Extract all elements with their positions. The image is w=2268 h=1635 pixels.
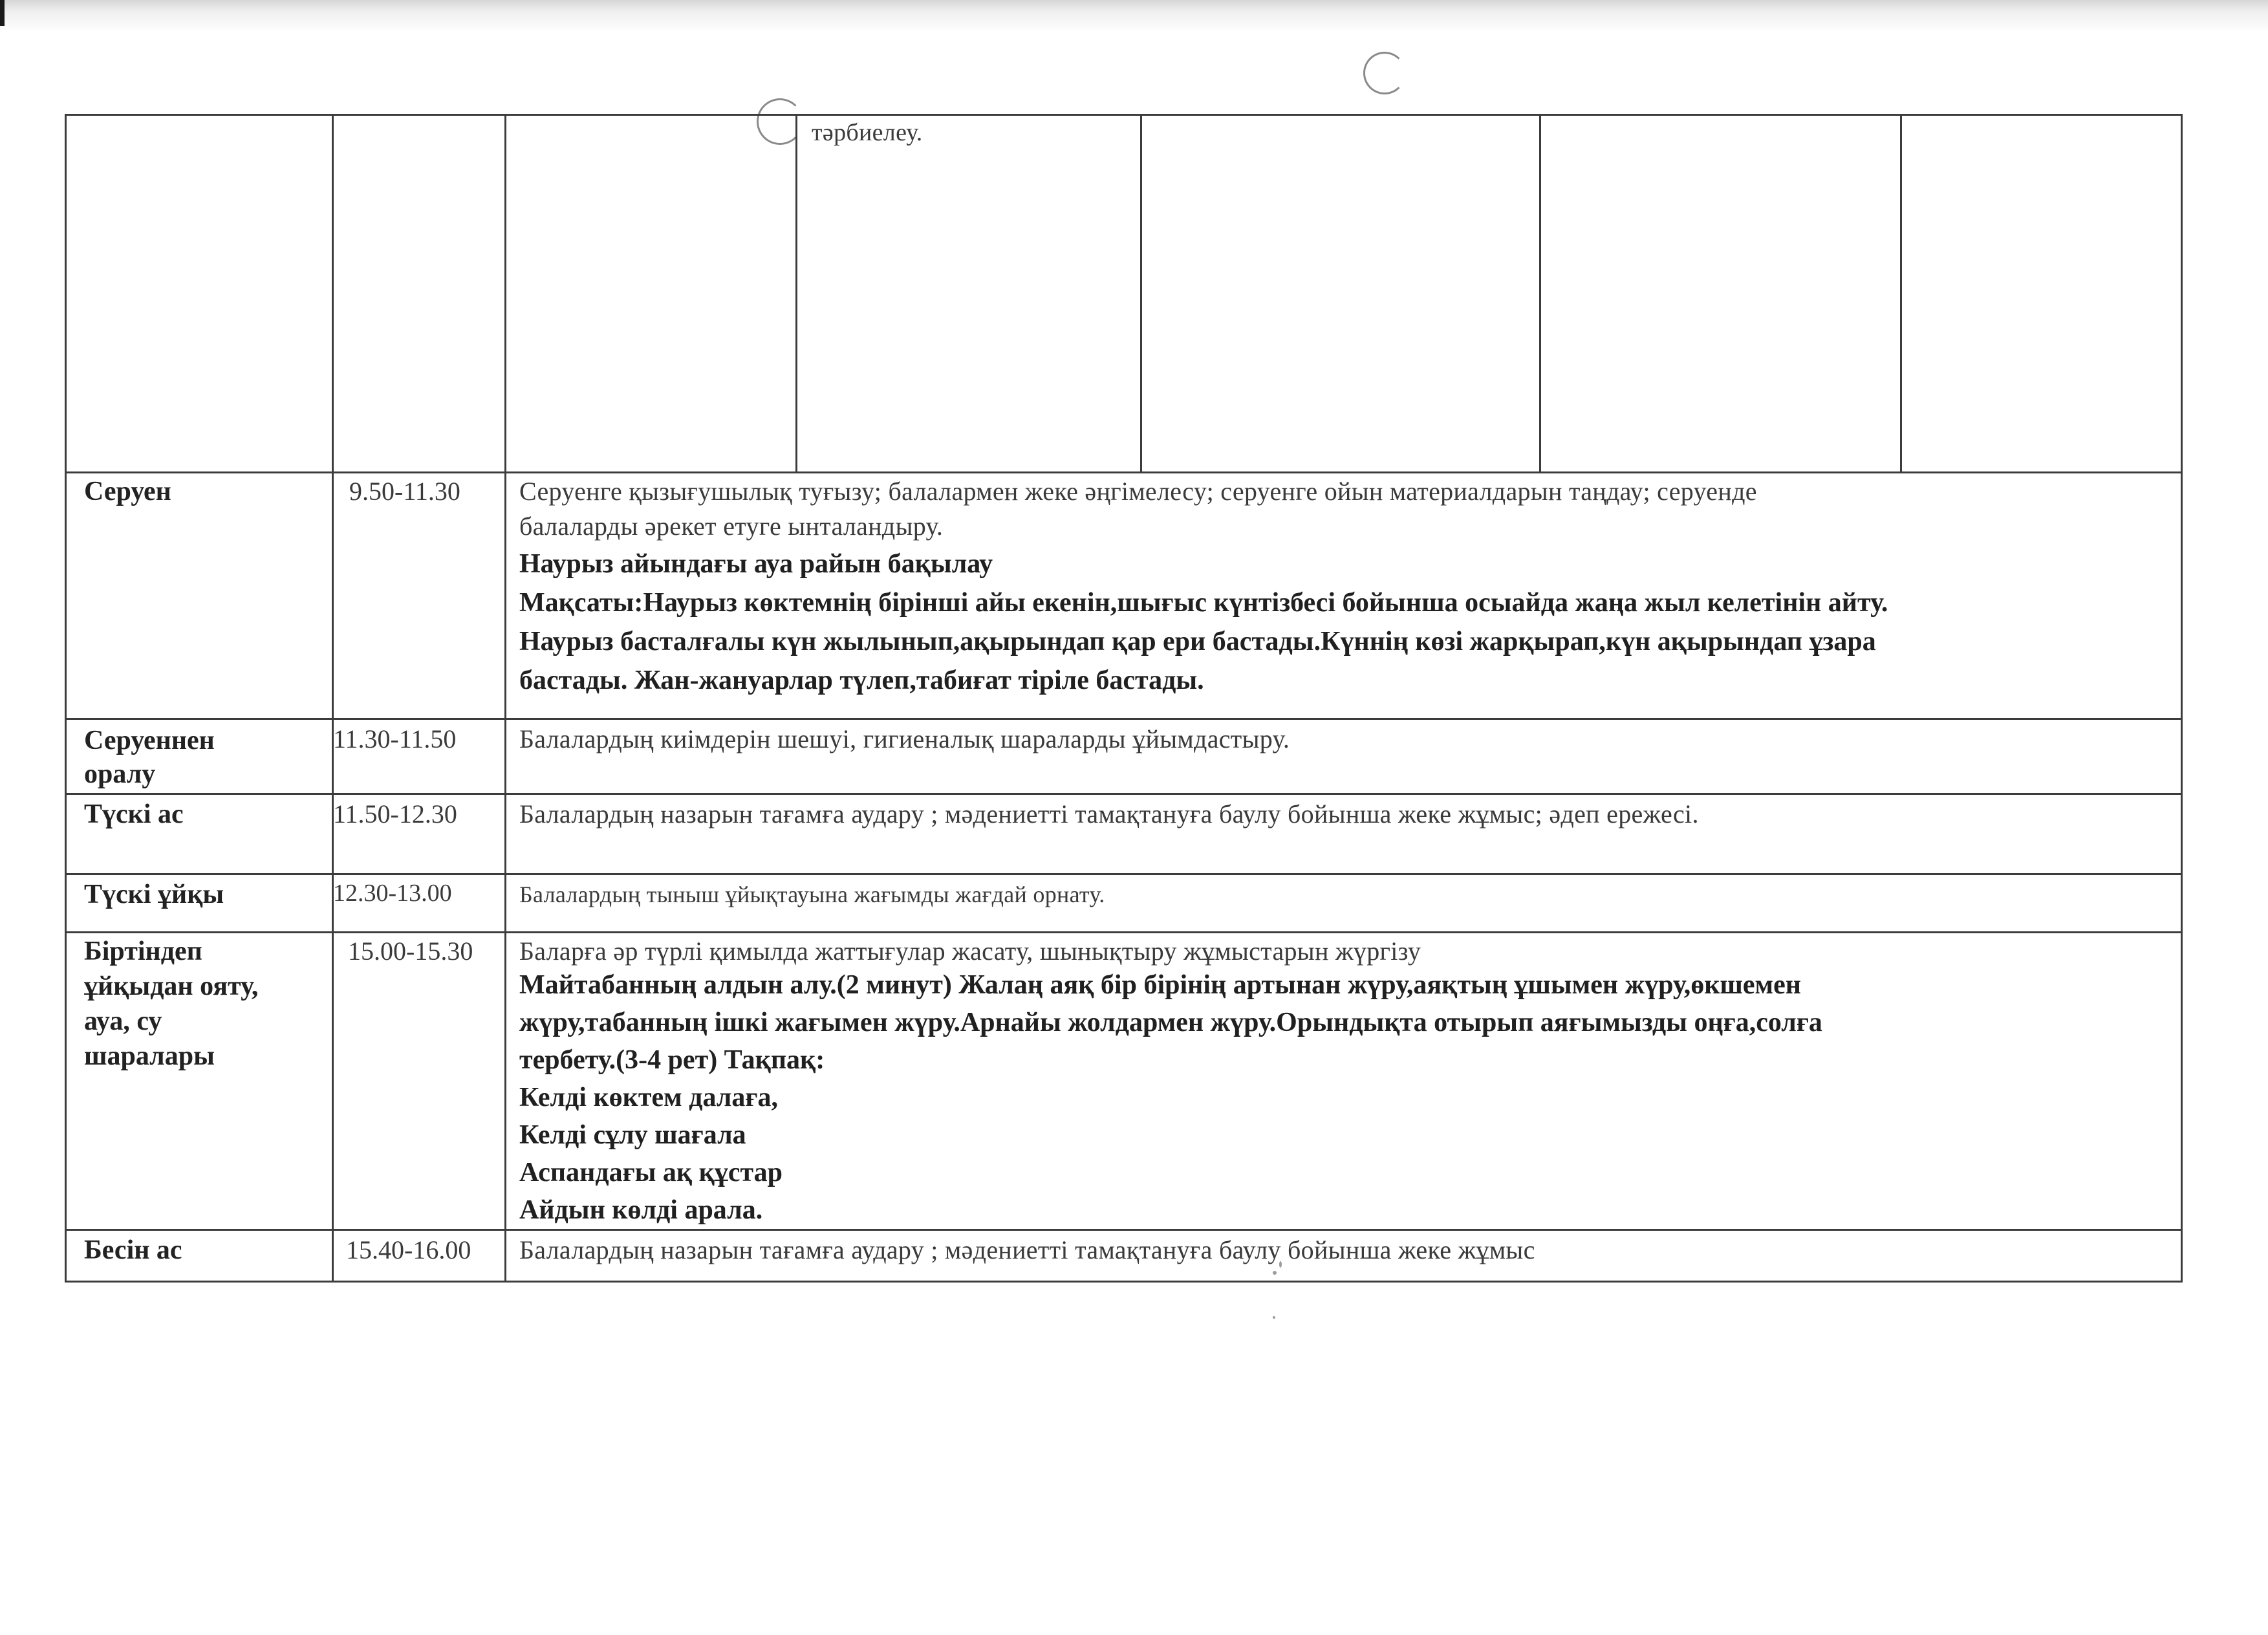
row-label-walk [84, 474, 171, 509]
table-rule [65, 471, 2183, 473]
content-line: тербету.(3-4 рет) Тақпақ: [519, 1045, 825, 1075]
row-content-snack [519, 1233, 1535, 1268]
table-rule [1539, 114, 1541, 473]
table-rule [65, 114, 67, 1283]
content-line: Наурыз басталғалы күн жылынып,ақырындап қар ери бастады.Күннің көзі жарқырап,күн ақырындап ұзара [519, 627, 1876, 656]
row-time-walk: 9.50-11.30 [349, 477, 460, 506]
row-label-return [84, 723, 215, 790]
row-label-wakeup [84, 934, 258, 1074]
row-label-line: Серуеннен [84, 726, 215, 755]
row-time-wakeup: 15.00-15.30 [348, 937, 473, 966]
top-row-text: тәрбиелеу. [812, 119, 923, 146]
row-time-snack: 15.40-16.00 [346, 1235, 471, 1264]
row-label-line: шаралары [84, 1041, 215, 1071]
row-label-nap [84, 877, 224, 912]
content-line: Балалардың киімдерін шешуі, гигиеналық шараларды ұйымдастыру. [519, 724, 1290, 753]
row-label-line: ауа, су [84, 1006, 162, 1036]
row-content-walk [519, 474, 1888, 698]
content-line: Серуенге қызығушылық туғызу; балалармен жеке әңгімелесу; серуенге ойын материалдарын таңдау; серуенде [519, 477, 1757, 506]
content-line: Балалардың тыныш ұйықтауына жағымды жағдай орнату. [519, 882, 1105, 907]
table-rule [65, 1281, 2183, 1283]
row-label-line: ұйқыдан ояту, [84, 971, 259, 1001]
content-line: балаларды әрекет етуге ынталандыру. [519, 512, 944, 541]
row-label-line: Бесін ас [84, 1235, 182, 1265]
content-line: Мақсаты:Наурыз көктемнің бірінші айы екенін,шығыс күнтізбесі бойынша осыайда жаңа жыл келетінін айту. [519, 588, 1888, 618]
table-rule [65, 873, 2183, 875]
table-rule [65, 931, 2183, 933]
table-rule [504, 114, 506, 1283]
content-line: Наурыз айындағы ауа райын бақылау [519, 549, 993, 579]
row-label-line: Біртіндеп [84, 937, 202, 966]
row-time-nap: 12.30-13.00 [333, 880, 452, 907]
content-line: Келді көктем далаға, [519, 1083, 779, 1112]
table-rule [332, 114, 334, 1283]
content-line: бастады. Жан-жануарлар түлеп,табиғат тіріле бастады. [519, 666, 1204, 695]
content-line: Айдын көлді арала. [519, 1195, 763, 1225]
content-line: Келді сұлу шағала [519, 1120, 746, 1150]
row-label-lunch [84, 797, 184, 832]
row-time-return: 11.30-11.50 [333, 724, 457, 753]
content-line: Баларға әр түрлі қимылда жаттығулар жасату, шынықтыру жұмыстарын жүргізу [519, 937, 1421, 966]
row-label-line: оралу [84, 759, 156, 789]
row-label-line: Серуен [84, 477, 171, 506]
row-label-snack [84, 1233, 182, 1268]
row-label-line: Түскі ас [84, 799, 184, 829]
table-rule [65, 114, 2183, 116]
table-rule [2181, 114, 2183, 1283]
content-line: жүру,табанның ішкі жағымен жүру.Арнайы жолдармен жүру.Орындықта отырып аяғымызды оңға,солға [519, 1008, 1822, 1037]
content-line: Аспандағы ақ құстар [519, 1158, 783, 1187]
table-rule [65, 1229, 2183, 1231]
table-rule [65, 718, 2183, 720]
row-content-nap [519, 877, 1105, 912]
content-line: Балалардың назарын тағамға аудару ; мәдениетті тамақтануға баулу бойынша жеке жұмыс [519, 1235, 1535, 1264]
content-line: Майтабанның алдын алу.(2 минут) Жалаң аяқ бір бірінің артынан жүру,аяқтың ұшымен жүру,өкшемен [519, 970, 1801, 1000]
table-rule [65, 793, 2183, 795]
row-label-line: Түскі ұйқы [84, 880, 224, 909]
table-rule [795, 114, 797, 473]
table-rule [1140, 114, 1142, 473]
row-time-lunch: 11.50-12.30 [333, 799, 457, 828]
row-content-lunch [519, 797, 1699, 832]
row-content-return [519, 722, 1290, 757]
content-line: Балалардың назарын тағамға аудару ; мәдениетті тамақтануға баулу бойынша жеке жұмыс; әдеп ережесі. [519, 799, 1699, 828]
table-rule [1900, 114, 1902, 473]
row-content-wakeup [519, 934, 1822, 1228]
